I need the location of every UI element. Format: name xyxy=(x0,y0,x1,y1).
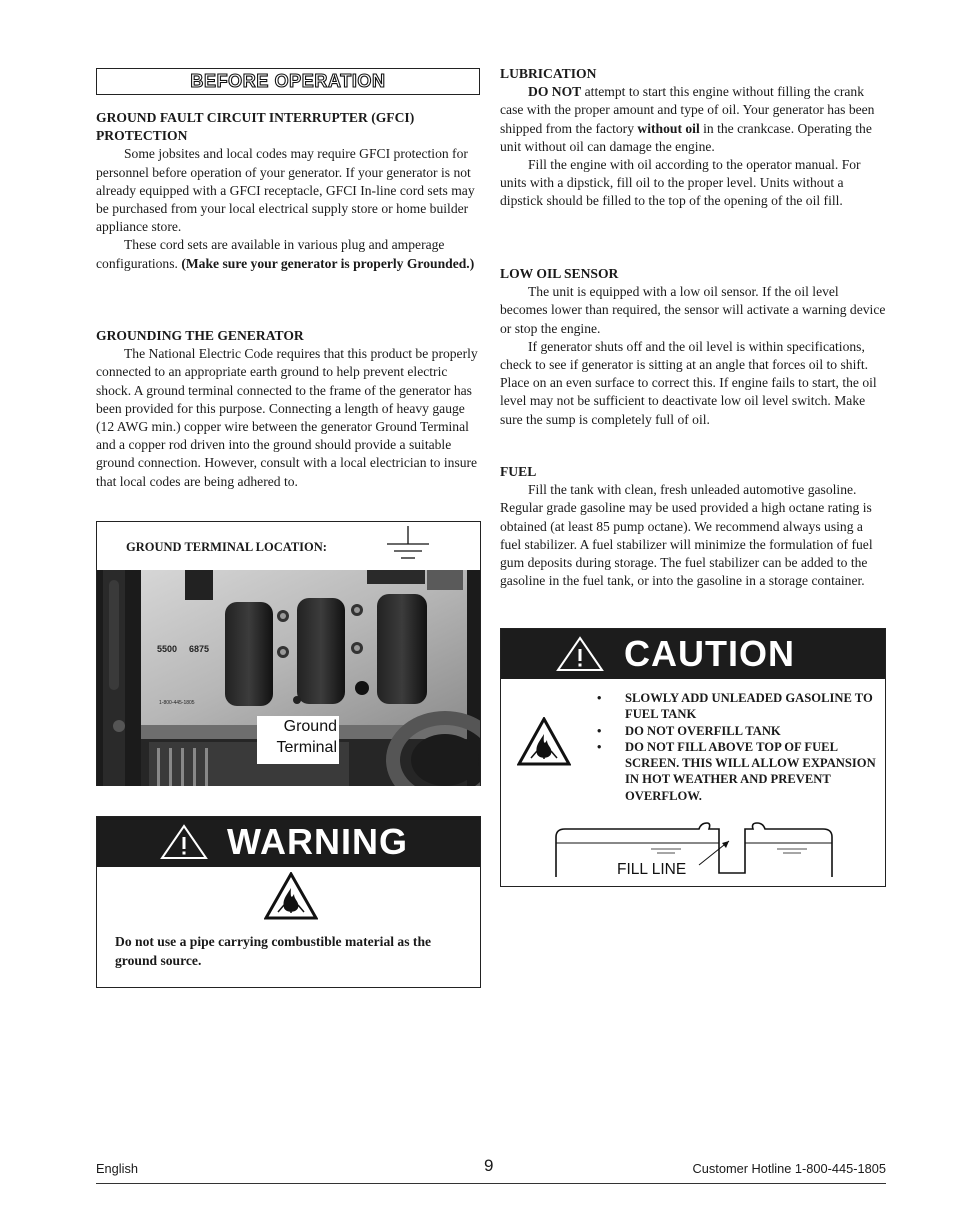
warning-triangle-icon xyxy=(160,824,208,860)
warning-box xyxy=(96,816,481,988)
callout-line-1: Ground xyxy=(283,718,337,735)
gfci-heading: GROUND FAULT CIRCUIT INTERRUPTER (GFCI) PROTECTION xyxy=(96,110,415,144)
caution-item: • SLOWLY ADD UNLEADED GASOLINE TO FUEL TANK xyxy=(597,690,877,723)
ground-terminal-header xyxy=(97,522,480,570)
warning-text: Do not use a pipe carrying combustible material as the ground source. xyxy=(115,934,432,968)
lubrication-without-oil: without oil xyxy=(637,120,700,136)
low-oil-paragraph-1: The unit is equipped with a low oil sensor. If the oil level becomes lower than required, the sensor will activate a warning device or stop the engine. xyxy=(500,284,886,336)
gfci-paragraph-2 xyxy=(96,236,481,272)
warning-title: WARNING xyxy=(227,821,408,862)
lubrication-text-b: in the crankcase. Operating the unit without oil can damage the engine. xyxy=(500,120,872,154)
ground-terminal-box xyxy=(96,521,481,786)
gfci-paragraph-2-bold: (Make sure your generator is properly Grounded.) xyxy=(181,255,475,271)
page-number: 9 xyxy=(484,1156,494,1175)
warning-triangle-icon xyxy=(556,636,604,672)
fill-line-label: FILL LINE xyxy=(617,861,687,878)
footer-language: English xyxy=(96,1161,138,1176)
panel-model-b: 6875 xyxy=(189,644,210,654)
section-title: BEFORE OPERATION xyxy=(96,68,480,95)
low-oil-heading: LOW OIL SENSOR xyxy=(500,266,619,281)
fuel-heading: FUEL xyxy=(500,464,537,479)
fire-hazard-icon xyxy=(264,872,318,920)
caution-item: • DO NOT OVERFILL TANK xyxy=(597,723,877,739)
gfci-section xyxy=(96,109,481,273)
low-oil-section xyxy=(500,265,886,429)
fire-hazard-icon xyxy=(517,717,571,767)
footer-hotline: Customer Hotline 1-800-445-1805 xyxy=(692,1161,886,1176)
grounding-heading: GROUNDING THE GENERATOR xyxy=(96,328,304,343)
fuel-tank-fill-line-diagram xyxy=(551,819,841,881)
fuel-section xyxy=(500,463,886,590)
grounding-section xyxy=(96,327,481,491)
caution-item: • DO NOT FILL ABOVE TOP OF FUEL SCREEN. THIS WILL ALLOW EXPANSION IN HOT WEATHER AND PREVENT OVERFLOW. xyxy=(597,739,877,804)
lubrication-paragraph-1 xyxy=(500,83,886,156)
ground-symbol-icon xyxy=(385,526,431,562)
page-footer xyxy=(96,1158,886,1184)
lubrication-do-not: DO NOT xyxy=(528,84,582,100)
gfci-paragraph-1: Some jobsites and local codes may require GFCI protection for personnel before operation of your generator. If your generator is not already equipped with a GFCI receptacle, GFCI In-line cord sets may be purchased from your local electrical supply store or home builder appliance store. xyxy=(96,146,475,235)
caution-box xyxy=(500,628,886,887)
generator-panel-photo xyxy=(97,570,480,786)
lubrication-heading: LUBRICATION xyxy=(500,66,597,81)
ground-terminal-label: GROUND TERMINAL LOCATION: xyxy=(126,540,327,554)
low-oil-paragraph-2: If generator shuts off and the oil level is within specifications, check to see if generator is sitting at an angle that forces oil to shift. Place on an even surface to correct this. If engine fails to start, the oil level may not be sufficient to deactivate low oil level switch. Make sure the sump is completely full of oil. xyxy=(500,338,877,427)
caution-title: CAUTION xyxy=(624,633,795,674)
caution-list xyxy=(597,690,877,804)
grounding-paragraph: The National Electric Code requires that this product be properly connected to an appropriate earth ground to help prevent electric shock. A ground terminal connected to the frame of the generator has been provided for this purpose. Connecting a length of heavy gauge (12 AWG min.) copper wire between the generator Ground Terminal and a copper rod driven into the ground should provide a suitable ground connection. However, consult with a local electrician to insure that local codes are being adhered to. xyxy=(96,346,478,489)
ground-terminal-callout xyxy=(257,716,339,764)
warning-banner xyxy=(97,817,480,867)
gfci-paragraph-2-text: These cord sets are available in various plug and amperage configurations. xyxy=(96,237,445,271)
caution-banner xyxy=(501,629,885,679)
panel-phone: 1-800-445-1805 xyxy=(159,700,195,706)
lubrication-text-a: attempt to start this engine without filling the crank case with the proper amount and type of oil. Your generator has been shipped from the factory xyxy=(500,84,875,136)
callout-line-2: Terminal xyxy=(276,739,337,756)
panel-model-a: 5500 xyxy=(157,644,178,654)
lubrication-section xyxy=(500,65,886,211)
fuel-paragraph: Fill the tank with clean, fresh unleaded automotive gasoline. Regular grade gasoline may be used provided a high octane rating is obtained (at least 85 pump octane). We recommend always using a fuel stabilizer. A fuel stabilizer will minimize the formulation of fuel gum deposits during storage. The fuel stabilizer can be added to the gasoline in the fuel tank, or into the gasoline in a storage container. xyxy=(500,482,873,589)
lubrication-paragraph-2: Fill the engine with oil according to the operator manual. For units with a dipstick, fill oil to the proper level. Units without a dipstick should be filled to the top of the opening of the oil fill. xyxy=(500,157,861,209)
